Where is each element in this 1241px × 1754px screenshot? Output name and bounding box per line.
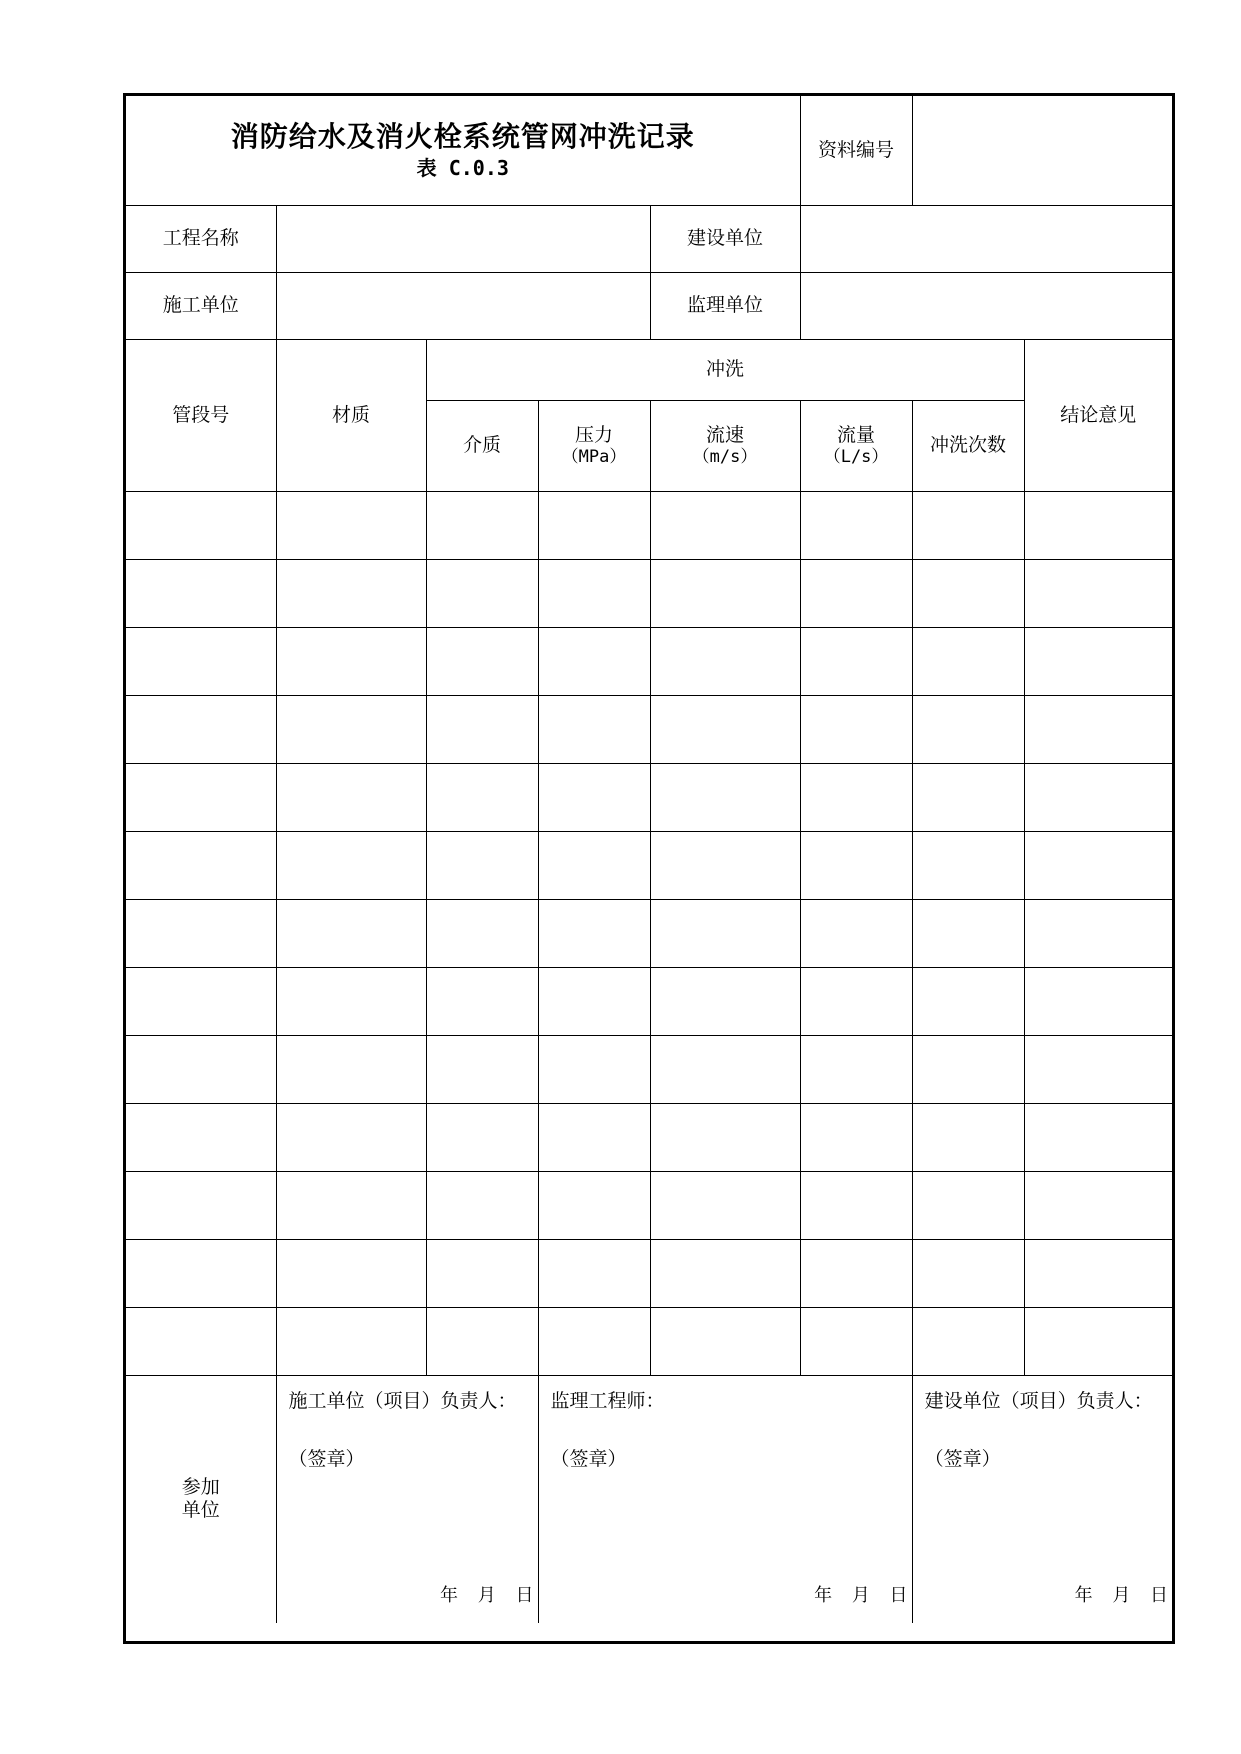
col-material: 材质 (276, 339, 426, 491)
participants-label-line1: 参加 (181, 1476, 220, 1499)
supervisor-signature-label: 监理工程师： (550, 1389, 665, 1412)
col-pressure (538, 400, 650, 491)
cell-segment[interactable] (126, 1103, 276, 1171)
cell-material[interactable] (276, 967, 426, 1035)
cell-medium[interactable] (426, 559, 538, 627)
col-conclusion: 结论意见 (1024, 339, 1172, 491)
table-row (126, 1171, 1172, 1239)
cell-conclusion[interactable] (1024, 559, 1172, 627)
cell-flow[interactable] (800, 763, 912, 831)
cell-segment[interactable] (126, 899, 276, 967)
cell-flow[interactable] (800, 627, 912, 695)
cell-segment[interactable] (126, 627, 276, 695)
table-row (126, 899, 1172, 967)
cell-count[interactable] (912, 1307, 1024, 1375)
cell-medium[interactable] (426, 695, 538, 763)
cell-flow[interactable] (800, 491, 912, 559)
cell-segment[interactable] (126, 1035, 276, 1103)
cell-segment[interactable] (126, 491, 276, 559)
table-row (126, 763, 1172, 831)
table-row (126, 1239, 1172, 1307)
cell-count[interactable] (912, 831, 1024, 899)
cell-pressure[interactable] (538, 967, 650, 1035)
cell-medium[interactable] (426, 831, 538, 899)
cell-conclusion[interactable] (1024, 899, 1172, 967)
client-label: 建设单位 (650, 205, 800, 272)
cell-segment[interactable] (126, 1171, 276, 1239)
record-form (123, 93, 1175, 1644)
cell-count[interactable] (912, 1103, 1024, 1171)
contractor-label: 施工单位 (126, 272, 276, 339)
contractor-stamp-label: （签章） (288, 1447, 365, 1470)
cell-pressure[interactable] (538, 559, 650, 627)
cell-conclusion[interactable] (1024, 491, 1172, 559)
cell-medium[interactable] (426, 1171, 538, 1239)
form-table (126, 96, 1172, 1623)
col-flow-unit: （L/s） (823, 446, 889, 467)
cell-velocity[interactable] (650, 1103, 800, 1171)
cell-material[interactable] (276, 627, 426, 695)
cell-pressure[interactable] (538, 1239, 650, 1307)
cell-flow[interactable] (800, 1103, 912, 1171)
project-name-field[interactable] (276, 205, 650, 272)
cell-segment[interactable] (126, 1307, 276, 1375)
supervisor-field[interactable] (800, 272, 1172, 339)
cell-count[interactable] (912, 1239, 1024, 1307)
client-signature-cell[interactable] (912, 1375, 1172, 1623)
client-stamp-label: （签章） (924, 1447, 1001, 1470)
cell-count[interactable] (912, 559, 1024, 627)
client-signature-label: 建设单位（项目）负责人： (924, 1389, 1153, 1412)
cell-velocity[interactable] (650, 899, 800, 967)
cell-material[interactable] (276, 695, 426, 763)
form-title: 消防给水及消火栓系统管网冲洗记录 (230, 120, 695, 154)
cell-conclusion[interactable] (1024, 763, 1172, 831)
cell-pressure[interactable] (538, 763, 650, 831)
cell-conclusion[interactable] (1024, 695, 1172, 763)
contractor-date-label: 年 月 日 (440, 1585, 534, 1607)
cell-count[interactable] (912, 695, 1024, 763)
cell-medium[interactable] (426, 1035, 538, 1103)
cell-material[interactable] (276, 1239, 426, 1307)
cell-velocity[interactable] (650, 967, 800, 1035)
cell-segment[interactable] (126, 1239, 276, 1307)
cell-count[interactable] (912, 1171, 1024, 1239)
doc-no-label: 资料编号 (800, 96, 912, 205)
supervisor-signature-cell[interactable] (538, 1375, 912, 1623)
cell-velocity[interactable] (650, 695, 800, 763)
col-segment: 管段号 (126, 339, 276, 491)
table-row (126, 1103, 1172, 1171)
supervisor-stamp-label: （签章） (550, 1447, 627, 1470)
cell-segment[interactable] (126, 695, 276, 763)
title-cell (126, 96, 800, 205)
cell-medium[interactable] (426, 967, 538, 1035)
cell-conclusion[interactable] (1024, 1171, 1172, 1239)
cell-count[interactable] (912, 1035, 1024, 1103)
cell-flow[interactable] (800, 831, 912, 899)
cell-flow[interactable] (800, 695, 912, 763)
cell-pressure[interactable] (538, 695, 650, 763)
cell-pressure[interactable] (538, 1035, 650, 1103)
cell-conclusion[interactable] (1024, 1307, 1172, 1375)
contractor-signature-cell[interactable] (276, 1375, 538, 1623)
cell-flow[interactable] (800, 967, 912, 1035)
participants-label-line2: 单位 (181, 1499, 220, 1522)
cell-material[interactable] (276, 1171, 426, 1239)
cell-pressure[interactable] (538, 627, 650, 695)
supervisor-label: 监理单位 (650, 272, 800, 339)
cell-material[interactable] (276, 831, 426, 899)
cell-segment[interactable] (126, 559, 276, 627)
cell-conclusion[interactable] (1024, 627, 1172, 695)
cell-conclusion[interactable] (1024, 967, 1172, 1035)
cell-material[interactable] (276, 491, 426, 559)
cell-segment[interactable] (126, 763, 276, 831)
cell-velocity[interactable] (650, 831, 800, 899)
cell-medium[interactable] (426, 1307, 538, 1375)
client-field[interactable] (800, 205, 1172, 272)
col-velocity-unit: （m/s） (692, 446, 758, 467)
cell-flow[interactable] (800, 1307, 912, 1375)
table-row (126, 559, 1172, 627)
cell-conclusion[interactable] (1024, 831, 1172, 899)
cell-count[interactable] (912, 967, 1024, 1035)
data-rows (126, 491, 1172, 1375)
cell-count[interactable] (912, 491, 1024, 559)
cell-velocity[interactable] (650, 627, 800, 695)
cell-pressure[interactable] (538, 1171, 650, 1239)
cell-material[interactable] (276, 559, 426, 627)
col-velocity (650, 400, 800, 491)
cell-segment[interactable] (126, 831, 276, 899)
form-subtitle: 表 C.0.3 (416, 156, 509, 181)
cell-flow[interactable] (800, 1171, 912, 1239)
cell-medium[interactable] (426, 1103, 538, 1171)
client-date-label: 年 月 日 (1074, 1585, 1169, 1607)
cell-flow[interactable] (800, 899, 912, 967)
table-row (126, 967, 1172, 1035)
col-flush-group: 冲洗 (426, 339, 1024, 400)
cell-count[interactable] (912, 627, 1024, 695)
col-velocity-label: 流速 (706, 423, 745, 446)
cell-material[interactable] (276, 899, 426, 967)
cell-material[interactable] (276, 1307, 426, 1375)
col-flow (800, 400, 912, 491)
cell-velocity[interactable] (650, 1239, 800, 1307)
cell-count[interactable] (912, 763, 1024, 831)
cell-flow[interactable] (800, 1035, 912, 1103)
supervisor-date-label: 年 月 日 (814, 1585, 908, 1607)
col-pressure-label: 压力 (574, 423, 613, 446)
participants-label (126, 1375, 276, 1623)
col-medium: 介质 (426, 400, 538, 491)
table-row (126, 695, 1172, 763)
col-flow-label: 流量 (837, 423, 876, 446)
table-row (126, 627, 1172, 695)
cell-material[interactable] (276, 1103, 426, 1171)
contractor-field[interactable] (276, 272, 650, 339)
cell-pressure[interactable] (538, 491, 650, 559)
table-row (126, 831, 1172, 899)
table-row (126, 1035, 1172, 1103)
contractor-signature-label: 施工单位（项目）负责人： (288, 1389, 517, 1412)
cell-velocity[interactable] (650, 1307, 800, 1375)
table-row (126, 1307, 1172, 1375)
cell-material[interactable] (276, 763, 426, 831)
cell-velocity[interactable] (650, 1035, 800, 1103)
cell-flow[interactable] (800, 1239, 912, 1307)
cell-pressure[interactable] (538, 1307, 650, 1375)
cell-medium[interactable] (426, 763, 538, 831)
col-pressure-unit: （MPa） (561, 446, 627, 467)
cell-medium[interactable] (426, 491, 538, 559)
cell-conclusion[interactable] (1024, 1103, 1172, 1171)
cell-pressure[interactable] (538, 899, 650, 967)
cell-velocity[interactable] (650, 559, 800, 627)
doc-no-field[interactable] (912, 96, 1172, 205)
cell-medium[interactable] (426, 1239, 538, 1307)
cell-segment[interactable] (126, 967, 276, 1035)
cell-count[interactable] (912, 899, 1024, 967)
cell-medium[interactable] (426, 627, 538, 695)
cell-velocity[interactable] (650, 491, 800, 559)
cell-material[interactable] (276, 1035, 426, 1103)
project-name-label: 工程名称 (126, 205, 276, 272)
col-count: 冲洗次数 (912, 400, 1024, 491)
table-row (126, 491, 1172, 559)
cell-flow[interactable] (800, 559, 912, 627)
cell-medium[interactable] (426, 899, 538, 967)
cell-pressure[interactable] (538, 1103, 650, 1171)
cell-conclusion[interactable] (1024, 1239, 1172, 1307)
cell-conclusion[interactable] (1024, 1035, 1172, 1103)
cell-velocity[interactable] (650, 1171, 800, 1239)
cell-velocity[interactable] (650, 763, 800, 831)
cell-pressure[interactable] (538, 831, 650, 899)
